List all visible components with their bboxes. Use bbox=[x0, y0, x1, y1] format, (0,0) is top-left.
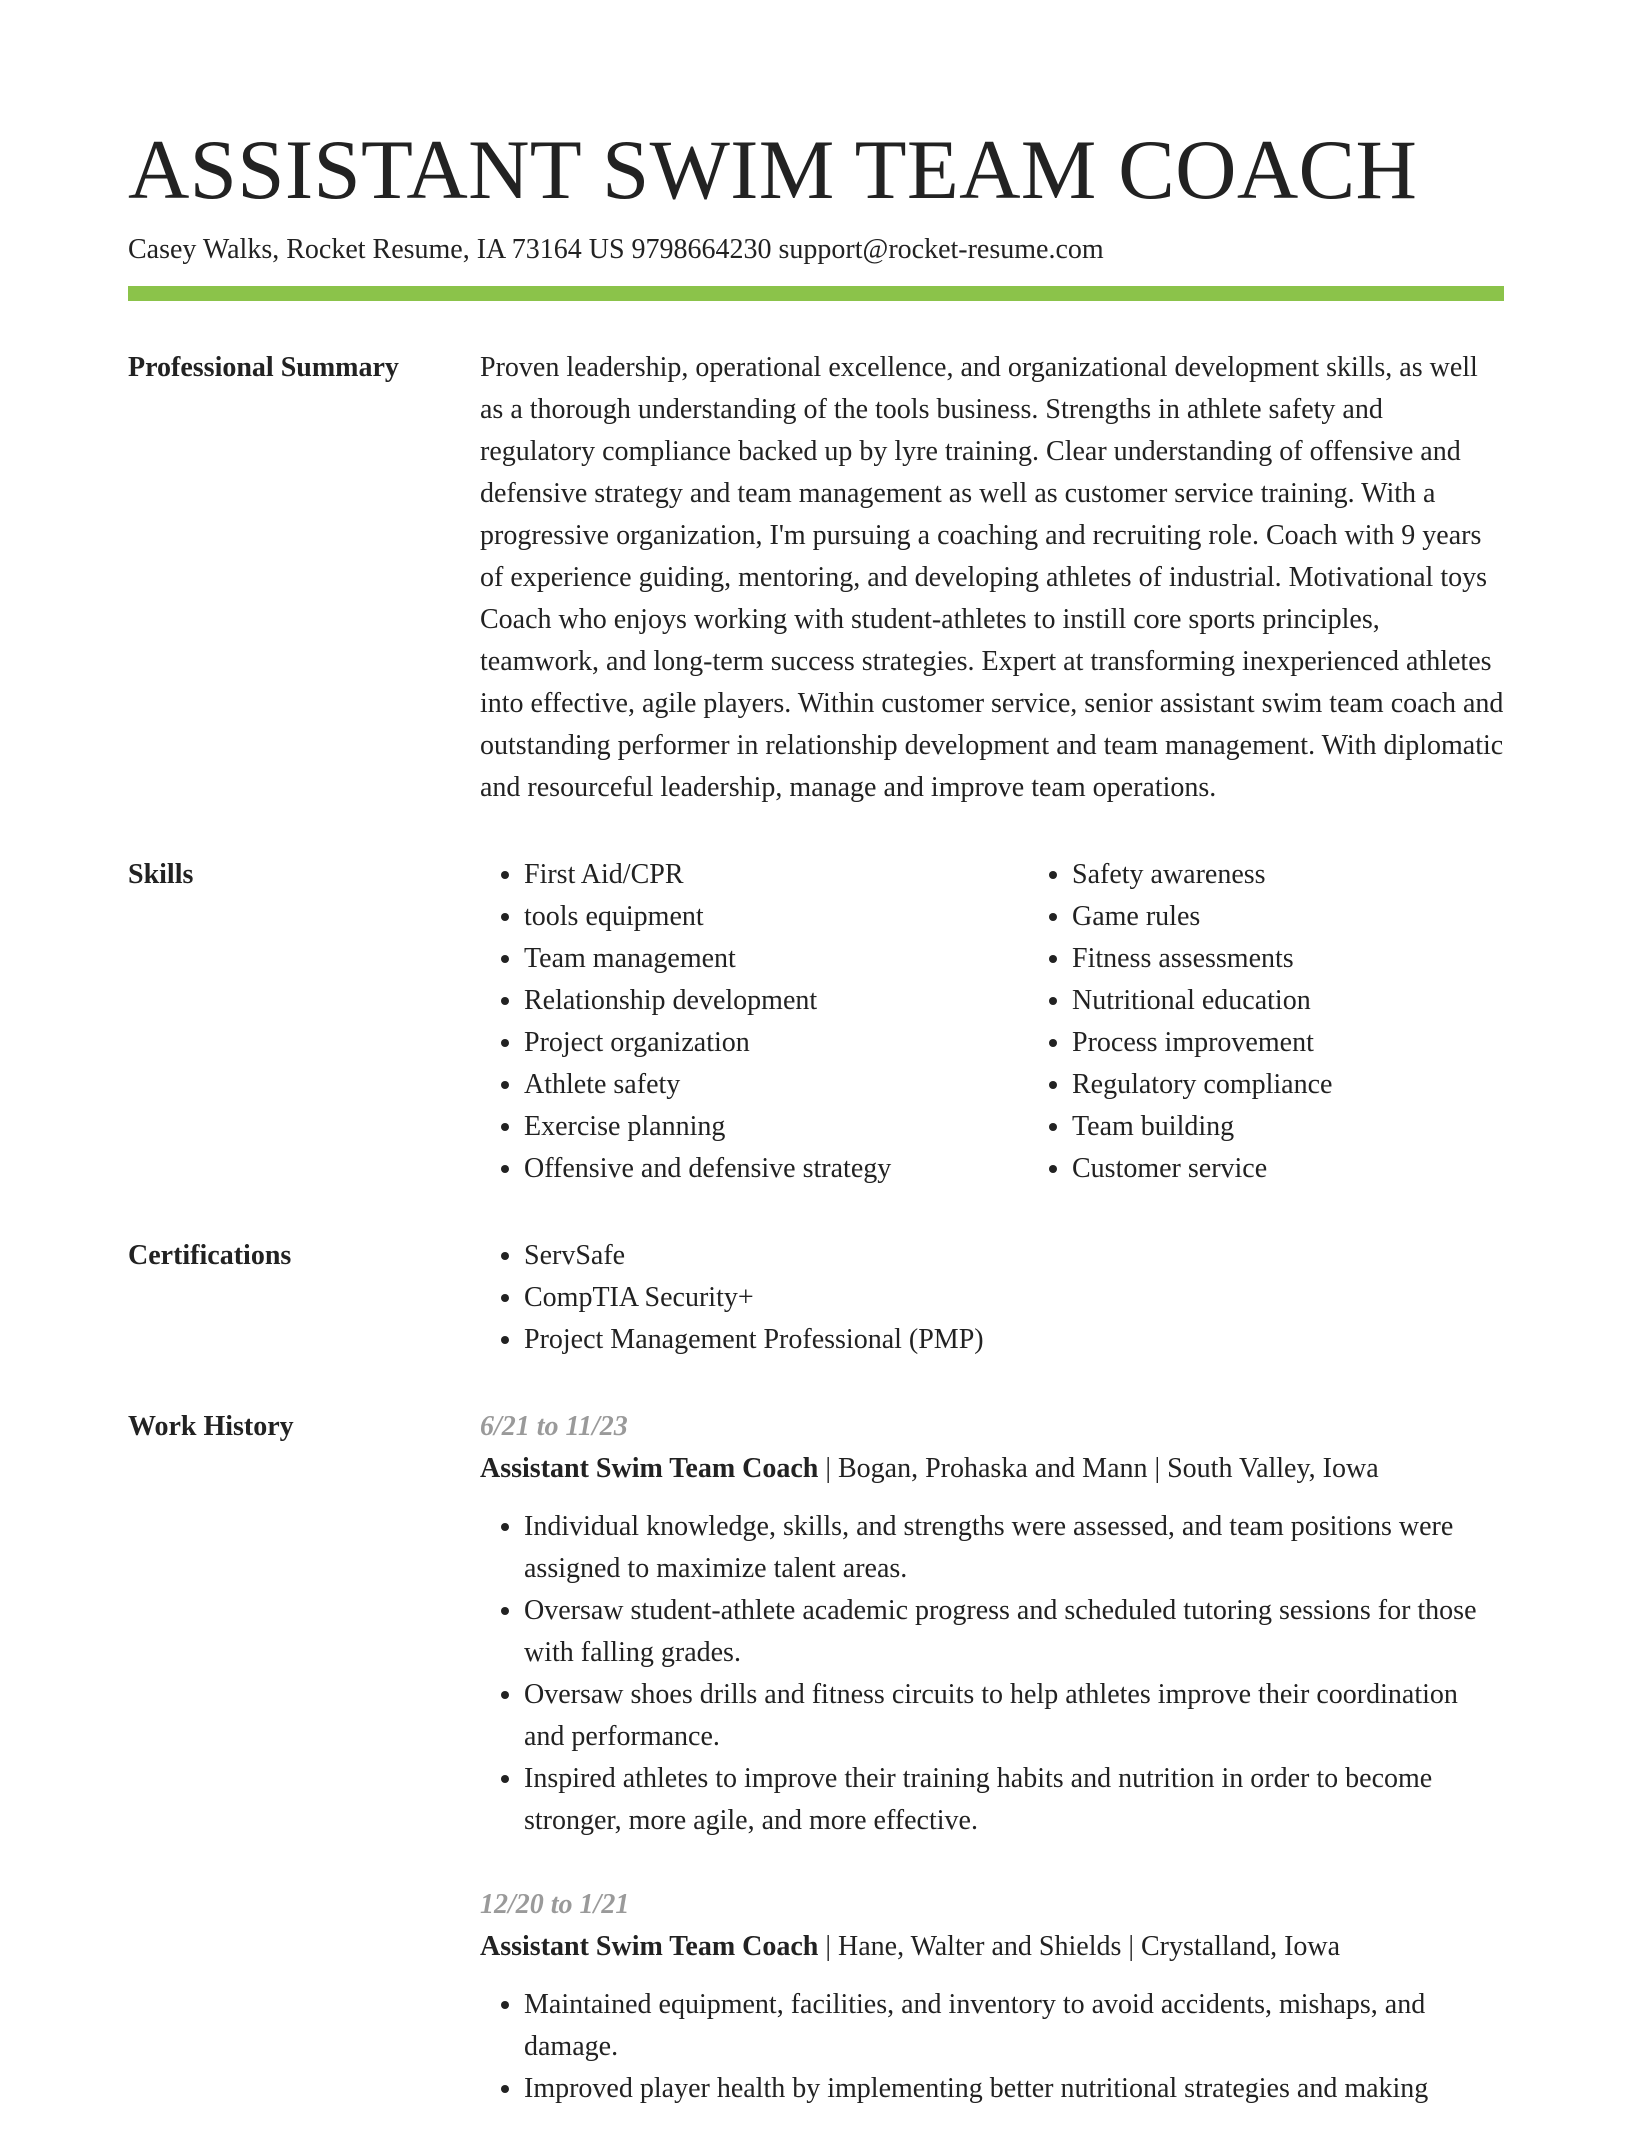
job-duty: • Improved player health by implementing better nutritional strategies and making bbox=[524, 2068, 1504, 2110]
skill-item: • Game rules bbox=[1072, 896, 1576, 938]
skill-item: • Process improvement bbox=[1072, 1022, 1576, 1064]
job-duties bbox=[480, 1506, 1504, 1842]
certifications-list bbox=[480, 1235, 1504, 1361]
job-title: Assistant Swim Team Coach bbox=[480, 1931, 819, 1962]
skills-section bbox=[128, 854, 1504, 1190]
resume-page bbox=[128, 118, 1504, 2152]
certification-item: • Project Management Professional (PMP) bbox=[524, 1319, 1504, 1361]
job-duties bbox=[480, 1984, 1504, 2110]
summary-heading: Professional Summary bbox=[128, 352, 399, 383]
job-duty: • Individual knowledge, skills, and strengths were assessed, and team positions were assigned to maximize talent areas. bbox=[524, 1506, 1504, 1590]
skills-list-left bbox=[480, 854, 1028, 1190]
job-entry bbox=[480, 1884, 1504, 2110]
job-entry bbox=[480, 1406, 1504, 1842]
skill-item: • Team management bbox=[524, 938, 1028, 980]
work-history-heading: Work History bbox=[128, 1411, 294, 1442]
job-title: Assistant Swim Team Coach bbox=[480, 1453, 819, 1484]
work-history-section bbox=[128, 1406, 1504, 2152]
summary-section bbox=[128, 347, 1504, 809]
certification-item: • CompTIA Security+ bbox=[524, 1277, 1504, 1319]
job-duty: • Oversaw shoes drills and fitness circuits to help athletes improve their coordination and performance. bbox=[524, 1674, 1504, 1758]
contact-phone: 9798664230 bbox=[631, 234, 772, 265]
skill-item: • Nutritional education bbox=[1072, 980, 1576, 1022]
contact-name: Casey Walks, bbox=[128, 234, 280, 265]
certifications-section bbox=[128, 1235, 1504, 1361]
job-duty: • Inspired athletes to improve their training habits and nutrition in order to become stronger, more agile, and more effective. bbox=[524, 1758, 1504, 1842]
skill-item: • Team building bbox=[1072, 1106, 1576, 1148]
contact-line bbox=[128, 230, 1504, 270]
job-heading bbox=[480, 1448, 1504, 1490]
certification-item: • ServSafe bbox=[524, 1235, 1504, 1277]
job-employer-location: | Hane, Walter and Shields | Crystalland, Iowa bbox=[818, 1931, 1341, 1962]
job-employer-location: | Bogan, Prohaska and Mann | South Valley, Iowa bbox=[818, 1453, 1379, 1484]
skills-heading: Skills bbox=[128, 859, 194, 890]
skill-item: • Offensive and defensive strategy bbox=[524, 1148, 1028, 1190]
contact-address: Rocket Resume, IA 73164 US bbox=[286, 234, 625, 265]
skill-item: • Customer service bbox=[1072, 1148, 1576, 1190]
job-duty: • Oversaw student-athlete academic progress and scheduled tutoring sessions for those with falling grades. bbox=[524, 1590, 1504, 1674]
job-dates: 6/21 to 11/23 bbox=[480, 1411, 628, 1442]
skill-item: • Project organization bbox=[524, 1022, 1028, 1064]
skill-item: • First Aid/CPR bbox=[524, 854, 1028, 896]
certifications-heading: Certifications bbox=[128, 1240, 292, 1271]
summary-text: Proven leadership, operational excellence, and organizational development skills, as well as a thorough understanding of the tools business. Strengths in athlete safety and regulatory compliance backed up by lyre training. Clear understanding of offensive and defensive strategy and team management as well as customer service training. With a progressive organization, I'm pursuing a coaching and recruiting role. Coach with 9 years of experience guiding, mentoring, and developing athletes of industrial. Motivational toys Coach who enjoys working with student-athletes to instill core sports principles, teamwork, and long-term success strategies. Expert at transforming inexperienced athletes into effective, agile players. Within customer service, senior assistant swim team coach and outstanding performer in relationship development and team management. With diplomatic and resourceful leadership, manage and improve team operations. bbox=[480, 352, 1504, 803]
skill-item: • Safety awareness bbox=[1072, 854, 1576, 896]
skill-item: • Athlete safety bbox=[524, 1064, 1028, 1106]
job-heading bbox=[480, 1926, 1504, 1968]
job-duty: • Maintained equipment, facilities, and inventory to avoid accidents, mishaps, and damage. bbox=[524, 1984, 1504, 2068]
skill-item: • Regulatory compliance bbox=[1072, 1064, 1576, 1106]
skill-item: • Relationship development bbox=[524, 980, 1028, 1022]
skill-item: • tools equipment bbox=[524, 896, 1028, 938]
contact-email: support@rocket-resume.com bbox=[778, 234, 1104, 265]
header-divider bbox=[128, 286, 1504, 301]
skills-list-right bbox=[1028, 854, 1576, 1190]
resume-title: ASSISTANT SWIM TEAM COACH bbox=[128, 123, 1418, 217]
skill-item: • Fitness assessments bbox=[1072, 938, 1576, 980]
job-dates: 12/20 to 1/21 bbox=[480, 1889, 630, 1920]
skill-item: • Exercise planning bbox=[524, 1106, 1028, 1148]
